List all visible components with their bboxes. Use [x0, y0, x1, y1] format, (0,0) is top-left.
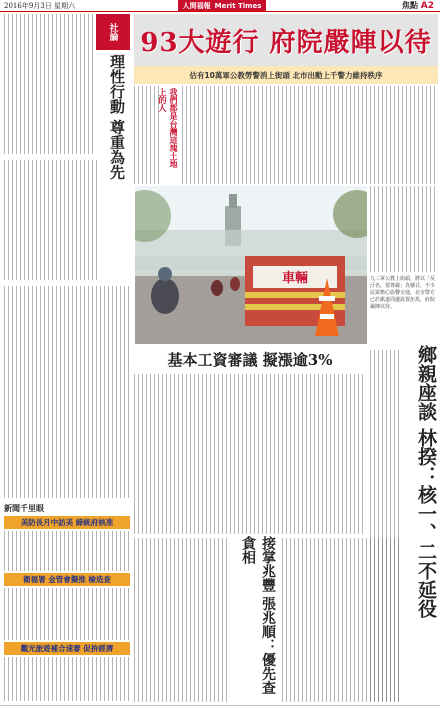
vertical-headline-1: 鄉親座談 林揆：核一、二不延役 — [415, 345, 437, 618]
third-body-text — [134, 538, 230, 702]
editorial-body-text-3 — [4, 286, 130, 498]
sidebar-item-text — [4, 588, 130, 640]
pull-quote: 我們都是台灣這塊土地上的人 — [158, 88, 179, 168]
main-body-text-2 — [182, 86, 438, 184]
paper-name: 人間福報 — [182, 1, 211, 10]
page-header — [0, 0, 440, 12]
editorial-tag: 社論 — [96, 14, 130, 50]
main-body-text-3 — [370, 186, 438, 272]
masthead-logo — [178, 0, 266, 11]
editorial-title: 理性行動 尊重為先 — [108, 54, 126, 180]
photo-sign: 車輛 — [281, 271, 309, 286]
sidebar-item-heading: 觀光旅遊補合速審 促拚經濟 — [4, 642, 130, 655]
main-subhead: 估有10萬軍公教勞警消上街頭 北市出動上千警力維持秩序 — [134, 66, 438, 84]
editorial-body-text — [4, 14, 94, 154]
main-body-text — [134, 86, 160, 184]
main-headline: 93大遊行 府院嚴陣以待 — [134, 14, 438, 66]
paper-name-en: Merit Times — [214, 1, 262, 10]
section-name: 焦點 — [401, 1, 418, 10]
editorial-body-text-2 — [4, 160, 98, 280]
photo-caption: 九三軍公教上街頭，將以「反汙名、要尊嚴」為號召，不少民眾擔心影響交通，北市警方已於凱道周邊設置拒馬，府院嚴陣以待。 — [370, 276, 436, 310]
sidebar-title: 新聞千里眼 — [4, 504, 44, 513]
issue-date: 2016年9月3日 星期六 — [4, 2, 75, 10]
second-body-text — [134, 374, 366, 534]
sidebar-item-heading: 衛福署 金管會擬推 檢造查 — [4, 573, 130, 586]
sidebar-item-heading: 美防長月中訪美 締統府核准 — [4, 516, 130, 529]
news-photo — [135, 186, 367, 344]
sidebar-item-text — [4, 531, 130, 571]
right-body-text — [370, 350, 402, 702]
section-label — [402, 0, 434, 11]
vertical-headline-2: 接掌兆豐 張兆順：優先查貪相 — [240, 536, 276, 695]
page-number: A2 — [420, 1, 434, 11]
sidebar-item-text — [4, 657, 130, 701]
page-footer — [0, 705, 440, 709]
protest-scene-illustration — [135, 186, 367, 344]
second-headline: 基本工資審議 擬漲逾3% — [167, 350, 333, 369]
